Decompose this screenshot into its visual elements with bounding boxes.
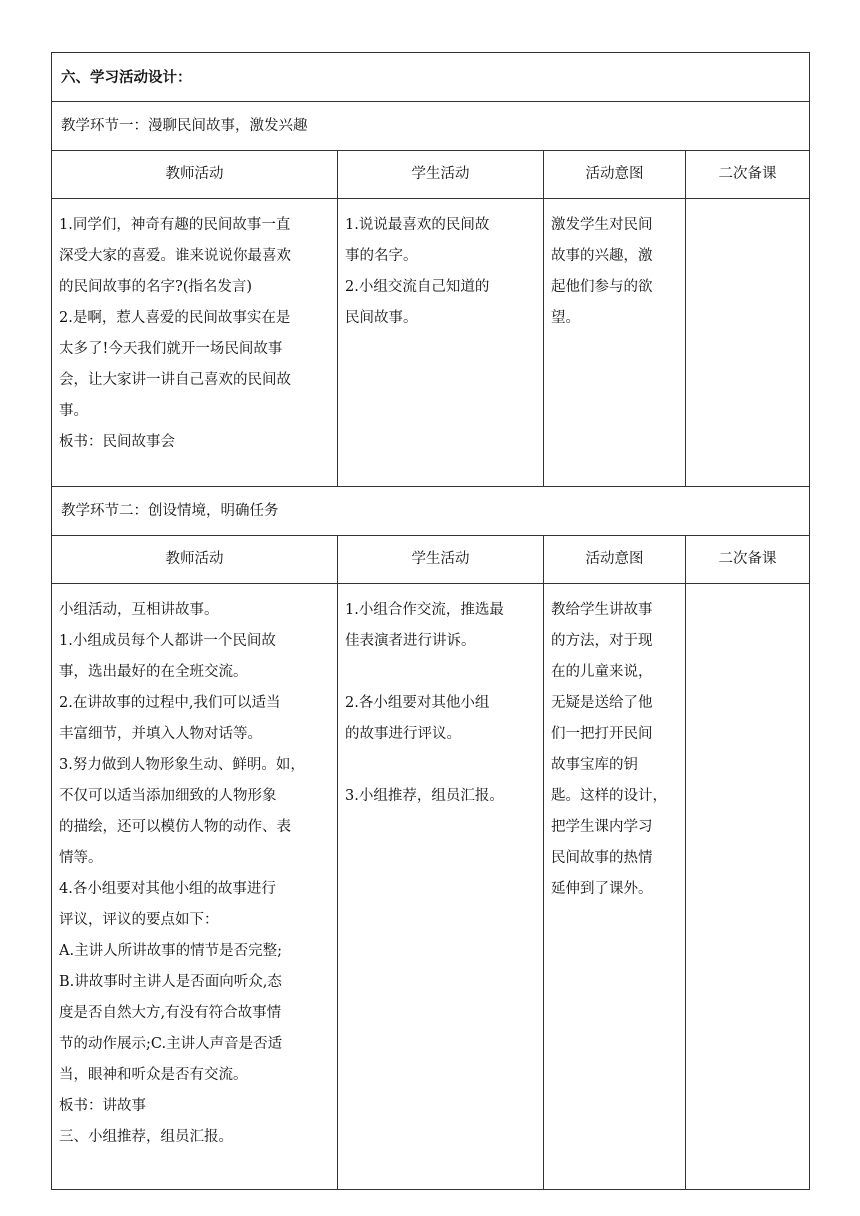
text-line: 节的动作展示;C.主讲人声音是否适 <box>59 1036 283 1052</box>
text-line: 太多了!今天我们就开一场民间故事 <box>59 341 283 357</box>
text-line: 三、小组推荐，组员汇报。 <box>59 1129 233 1145</box>
stage2-header-teacher: 教师活动 <box>52 536 338 584</box>
text-line: 2.在讲故事的过程中,我们可以适当 <box>59 695 281 711</box>
text-line: 故事的兴趣，激 <box>551 248 653 264</box>
text-line: 佳表演者进行讲诉。 <box>345 633 476 649</box>
text-line: 在的儿童来说， <box>551 664 653 680</box>
stage1-header-intent: 活动意图 <box>544 151 686 199</box>
text-line: 1.小组合作交流，推选最 <box>345 602 504 618</box>
lesson-design-table <box>51 52 810 1190</box>
stage2-title: 教学环节二：创设情境，明确任务 <box>52 487 810 536</box>
text-line: 小组活动，互相讲故事。 <box>59 602 219 618</box>
text-line: 事的名字。 <box>345 248 418 264</box>
text-line: 延伸到了课外。 <box>551 881 653 897</box>
stage1-teacher-activity <box>52 199 338 487</box>
text-line: 1.说说最喜欢的民间故 <box>345 217 490 233</box>
text-line: 事，选出最好的在全班交流。 <box>59 664 248 680</box>
stage1-activity-intent <box>544 199 686 487</box>
text-line: 望。 <box>551 310 580 326</box>
text-line: 不仅可以适当添加细致的人物形象 <box>59 788 277 804</box>
text-line: 板书：讲故事 <box>59 1098 146 1114</box>
text-line: 的方法，对于现 <box>551 633 653 649</box>
text-line: 2.各小组要对其他小组 <box>345 695 490 711</box>
stage2-header-student: 学生活动 <box>338 536 544 584</box>
text-line: 匙。这样的设计， <box>551 788 667 804</box>
text-line: 4.各小组要对其他小组的故事进行 <box>59 881 276 897</box>
text-line: 的描绘，还可以模仿人物的动作、表 <box>59 819 291 835</box>
text-line: 民间故事的热情 <box>551 850 653 866</box>
text-line: 无疑是送给了他 <box>551 695 653 711</box>
stage2-student-activity <box>338 584 544 1190</box>
section-title: 六、学习活动设计： <box>52 53 810 102</box>
text-line: 起他们参与的欲 <box>551 279 653 295</box>
stage2-header-notes: 二次备课 <box>686 536 810 584</box>
text-line: 当，眼神和听众是否有交流。 <box>59 1067 248 1083</box>
text-line: 教给学生讲故事 <box>551 602 653 618</box>
stage2-header-intent: 活动意图 <box>544 536 686 584</box>
text-line: 2.是啊，惹人喜爱的民间故事实在是 <box>59 310 291 326</box>
stage2-activity-intent <box>544 584 686 1190</box>
stage1-header-teacher: 教师活动 <box>52 151 338 199</box>
text-line: 3.小组推荐，组员汇报。 <box>345 788 504 804</box>
spacer <box>345 657 536 688</box>
text-line: 们一把打开民间 <box>551 726 653 742</box>
text-line: 丰富细节，并填入人物对话等。 <box>59 726 262 742</box>
text-line: 板书：民间故事会 <box>59 434 175 450</box>
text-line: B.讲故事时主讲人是否面向听众,态 <box>59 974 282 990</box>
stage1-second-prep <box>686 199 810 487</box>
text-line: 评议，评议的要点如下： <box>59 912 219 928</box>
text-line: 3.努力做到人物形象生动、鲜明。如， <box>59 757 305 773</box>
text-line: A.主讲人所讲故事的情节是否完整; <box>59 943 282 959</box>
text-line: 1.小组成员每个人都讲一个民间故 <box>59 633 276 649</box>
text-line: 民间故事。 <box>345 310 418 326</box>
spacer <box>345 750 536 781</box>
stage1-title: 教学环节一：漫聊民间故事，激发兴趣 <box>52 102 810 151</box>
text-line: 情等。 <box>59 850 103 866</box>
text-line: 会，让大家讲一讲自己喜欢的民间故 <box>59 372 291 388</box>
text-line: 1.同学们，神奇有趣的民间故事一直 <box>59 217 291 233</box>
text-line: 事。 <box>59 403 88 419</box>
text-line: 的故事进行评议。 <box>345 726 461 742</box>
stage2-second-prep <box>686 584 810 1190</box>
text-line: 的民间故事的名字?(指名发言) <box>59 279 253 295</box>
text-line: 度是否自然大方,有没有符合故事情 <box>59 1005 282 1021</box>
stage2-teacher-activity <box>52 584 338 1190</box>
text-line: 激发学生对民间 <box>551 217 653 233</box>
text-line: 深受大家的喜爱。谁来说说你最喜欢 <box>59 248 291 264</box>
text-line: 把学生课内学习 <box>551 819 653 835</box>
stage1-header-student: 学生活动 <box>338 151 544 199</box>
text-line: 2.小组交流自己知道的 <box>345 279 490 295</box>
text-line: 故事宝库的钥 <box>551 757 638 773</box>
stage1-header-notes: 二次备课 <box>686 151 810 199</box>
stage1-student-activity <box>338 199 544 487</box>
